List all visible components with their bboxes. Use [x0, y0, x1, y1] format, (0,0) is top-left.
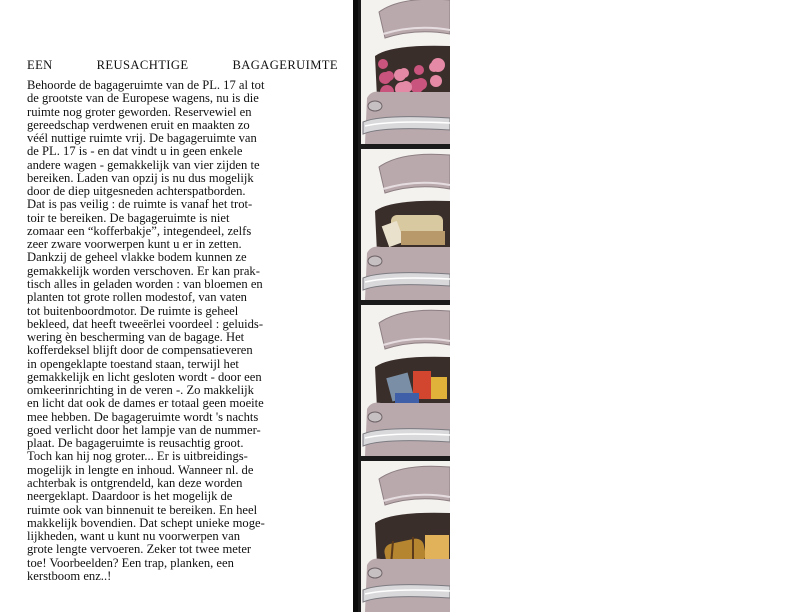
text-line: bereiken. Laden van opzij is nu dus mogelijk [27, 170, 254, 185]
text-line: Toch kan hij nog groter... Er is uitbreidings- [27, 449, 248, 464]
trunk-photo-illustration [361, 305, 450, 456]
text-line: Dat is pas veilig : de ruimte is vanaf het trot- [27, 197, 253, 212]
text-line: gemakkelijk en licht gesloten wordt - door een [27, 369, 262, 384]
text-line: makkelijk bovendien. Dat schept unieke moge- [27, 515, 265, 530]
text-line: omkeerinrichting in de veren -. Zo makkelijk [27, 383, 254, 398]
text-line: toir te bereiken. De bagageruimte is niet [27, 210, 230, 225]
text-line: grote lengte vervoeren. Zeker tot twee meter [27, 542, 252, 557]
article-text-column [27, 58, 338, 583]
text-line: ruimte ook van binnenuit te bereiken. En heel [27, 502, 258, 517]
text-line: gereedschap verdwenen eruit en maakten zo [27, 117, 250, 132]
text-line: de PL. 17 is - en dat vindt u in geen enkele [27, 144, 243, 159]
text-line: Dankzij de geheel vlakke bodem kunnen ze [27, 250, 247, 265]
text-line: bekleed, dat heeft tweeërlei voordeel : geluids- [27, 316, 264, 331]
text-line: en licht dat ook de dames er totaal geen moeite [27, 396, 264, 411]
text-line: ruimte nog groter geworden. Reservewiel en [27, 104, 252, 119]
text-line: achterbak is ontgrendeld, kan deze worden [27, 475, 243, 490]
text-line: gemakkelijk worden verschoven. Er kan prak- [27, 263, 260, 278]
photo-trunk-luggage [361, 305, 450, 456]
text-line: andere wagen - gemakkelijk van vier zijden te [27, 157, 260, 172]
text-line: wering èn bescherming van de bagage. Het [27, 330, 245, 345]
text-line: véél nuttige ruimte vrij. De bagageruimte van [27, 131, 257, 146]
photo-trunk-fabric [361, 149, 450, 300]
trunk-photo-illustration [361, 461, 450, 612]
text-line: mogelijk in lengte en inhoud. Wanneer nl. de [27, 462, 254, 477]
article-heading: EEN REUSACHTIGE BAGAGERUIMTE [27, 58, 338, 72]
text-line: kofferdeksel blijft door de compensatieveren [27, 343, 253, 358]
article-body [27, 79, 338, 583]
photo-strip [358, 0, 450, 612]
trunk-photo-illustration [361, 0, 450, 144]
text-line: goed verlicht door het lampje van de nummer- [27, 422, 261, 437]
text-line: de grootste van de Europese wagens, nu is die [27, 91, 259, 106]
text-line: toe! Voorbeelden? Een trap, planken, een [27, 555, 234, 570]
text-line: plaat. De bagageruimte is reusachtig groot. [27, 436, 244, 451]
text-line: tisch alles in geladen worden : van bloemen en [27, 276, 263, 291]
text-line: zomaar een “kofferbakje”, integendeel, zelfs [27, 223, 252, 238]
text-line: neergeklapt. Daardoor is het mogelijk de [27, 489, 233, 504]
photo-trunk-barrel [361, 461, 450, 612]
text-line: zeer zware voorwerpen kunt u er in zetten. [27, 237, 242, 252]
text-line: planten tot grote rollen modestof, van vaten [27, 290, 247, 305]
trunk-photo-illustration [361, 149, 450, 300]
text-line: Behoorde de bagageruimte van de PL. 17 al tot [27, 78, 265, 92]
text-line: door de diep uitgesneden achterspatborden. [27, 184, 246, 199]
photo-trunk-flowers [361, 0, 450, 144]
text-line: tot buitenboordmotor. De ruimte is geheel [27, 303, 239, 318]
text-line: in opengeklapte toestand staan, terwijl het [27, 356, 239, 371]
text-line: kerstboom enz..! [27, 568, 112, 583]
text-line: lijkheden, want u kunt nu voorwerpen van [27, 529, 240, 544]
text-line: mee hebben. De bagageruimte wordt 's nachts [27, 409, 259, 424]
